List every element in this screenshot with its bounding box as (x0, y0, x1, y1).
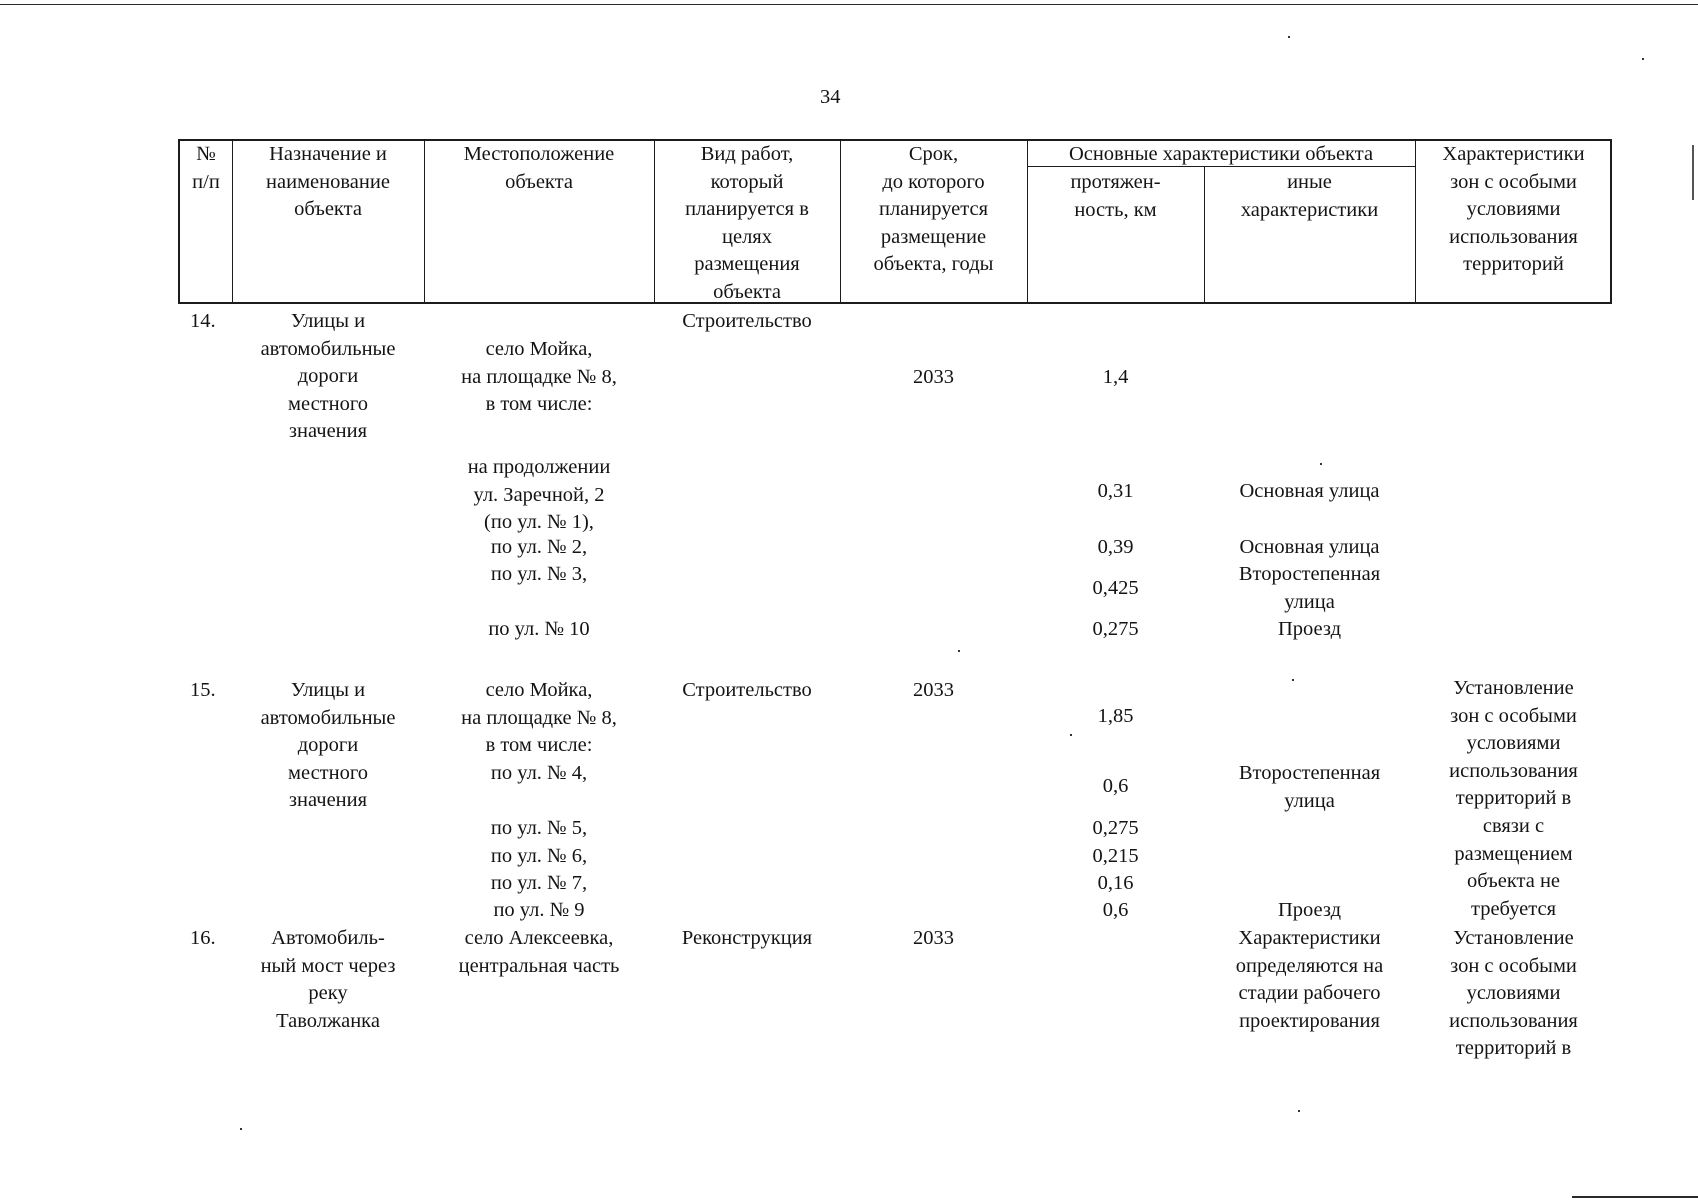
sub-other-characteristics: Проезд (1277, 618, 1342, 640)
sub-location: по ул. № 5, (490, 817, 588, 839)
header-main-characteristics: Основные характеристики объекта (1068, 143, 1374, 165)
sub-length-km: 0,425 (1092, 577, 1139, 599)
scan-speck (240, 1128, 242, 1130)
page-number: 34 (820, 86, 841, 108)
header-num: № п/п (192, 143, 220, 193)
scan-speck (1642, 58, 1644, 60)
scan-speck (1320, 463, 1322, 465)
header-location: Местоположение объекта (463, 143, 615, 193)
sub-length-km: 0,16 (1097, 872, 1134, 894)
deadline-year: 2033 (913, 366, 954, 388)
scan-speck (1070, 734, 1072, 736)
zones-characteristics: Установление зон с особыми условиями использования территорий в связи с размещением объекта не требуется (1449, 677, 1578, 920)
sub-location: на продолжении ул. Заречной, 2 (по ул. № 1), (467, 456, 611, 534)
row-number: 15. (190, 679, 216, 701)
header-work-type: Вид работ, который планируется в целях размещения объекта (685, 143, 809, 303)
sub-other-characteristics: Второстепенная улица (1238, 762, 1381, 812)
work-type: Реконструкция (681, 927, 813, 949)
sub-length-km: 0,6 (1102, 775, 1129, 797)
header-other-characteristics: иные характеристики (1240, 171, 1379, 221)
sub-location: по ул. № 3, (490, 563, 588, 585)
work-type: Строительство (682, 310, 812, 332)
deadline-year: 2033 (913, 927, 954, 949)
row-number: 16. (190, 927, 216, 949)
sub-length-km: 0,39 (1097, 536, 1134, 558)
sub-location: по ул. № 2, (490, 536, 588, 558)
row-number: 14. (190, 310, 216, 332)
sub-location: по ул. № 7, (490, 872, 588, 894)
length-km: 1,85 (1097, 705, 1134, 727)
sub-other-characteristics: Второстепенная улица (1238, 563, 1381, 613)
location: село Алексеевка, центральная часть (458, 927, 620, 977)
sub-other-characteristics: Основная улица (1239, 536, 1380, 558)
sub-location: по ул. № 6, (490, 845, 588, 867)
scan-edge-line (1572, 1196, 1698, 1198)
scan-speck (1288, 36, 1290, 38)
sub-location: по ул. № 9 (493, 899, 585, 921)
scan-edge-line (0, 4, 1698, 5)
deadline-year: 2033 (913, 679, 954, 701)
object-name: Улицы и автомобильные дороги местного значения (260, 310, 396, 443)
scan-speck (958, 650, 960, 652)
sub-length-km: 0,31 (1097, 480, 1134, 502)
scan-speck (1292, 679, 1294, 681)
header-deadline: Срок, до которого планируется размещение объекта, годы (873, 143, 994, 276)
header-name: Назначение и наименование объекта (266, 143, 390, 221)
sub-other-characteristics: Проезд (1277, 899, 1342, 921)
sub-length-km: 0,275 (1092, 618, 1139, 640)
object-name: Улицы и автомобильные дороги местного значения (260, 679, 396, 812)
scan-speck (1298, 1110, 1300, 1112)
zones-characteristics: Установление зон с особыми условиями использования территорий в (1449, 927, 1578, 1060)
sub-length-km: 0,275 (1092, 817, 1139, 839)
work-type: Строительство (682, 679, 812, 701)
header-zones: Характеристики зон с особыми условиями использования территорий (1442, 143, 1585, 276)
length-km: 1,4 (1102, 366, 1129, 388)
scan-edge-mark (1692, 145, 1694, 200)
sub-other-characteristics: Основная улица (1239, 480, 1380, 502)
sub-location: по ул. № 4, (490, 762, 588, 784)
sub-length-km: 0,215 (1092, 845, 1139, 867)
location: село Мойка, на площадке № 8, в том числе: (461, 338, 617, 416)
object-name: Автомобиль- ный мост через реку Таволжанка (260, 927, 396, 1032)
sub-length-km: 0,6 (1102, 899, 1129, 921)
location: село Мойка, на площадке № 8, в том числе: (461, 679, 617, 757)
header-length: протяжен- ность, км (1070, 171, 1161, 221)
other-characteristics: Характеристики определяются на стадии рабочего проектирования (1235, 927, 1384, 1032)
sub-location: по ул. № 10 (488, 618, 590, 640)
